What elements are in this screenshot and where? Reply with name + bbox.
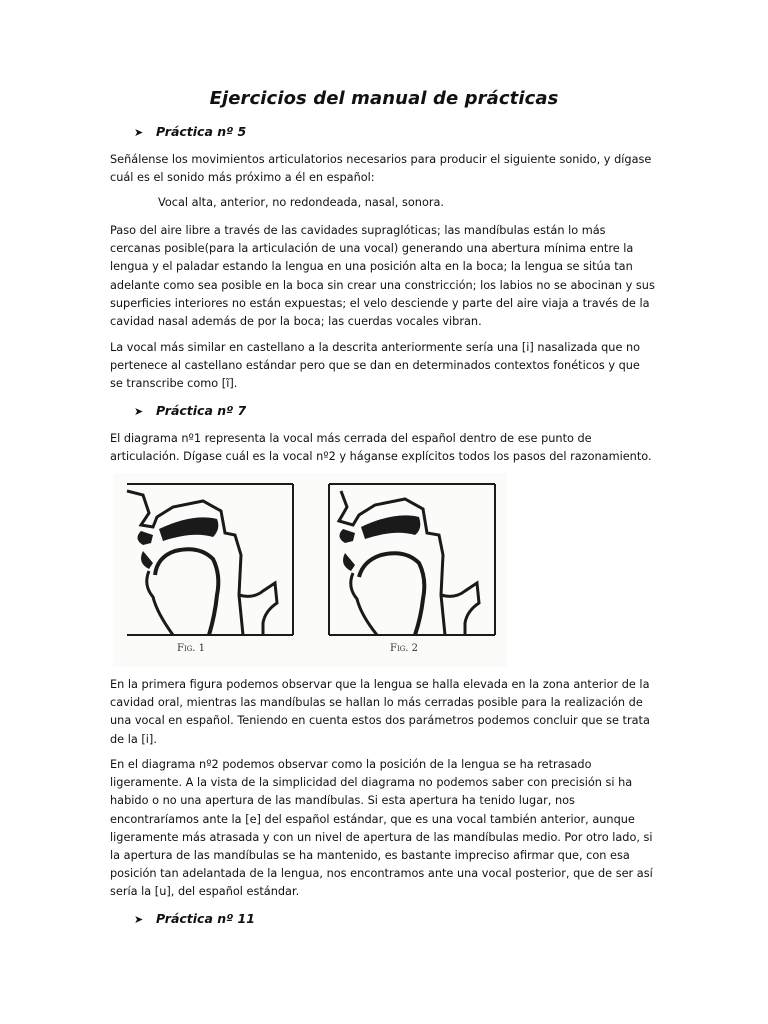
text-line: Paso del aire libre a través de las cavidades supraglóticas; las mandíbulas están lo más [110, 224, 606, 237]
text-line: articulación. Dígase cuál es la vocal nº2 y háganse explícitos todos los pasos del razonamiento. [110, 450, 652, 464]
text-line: ligeramente más atrasada y con un nivel de apertura de las mandíbulas medio. Por otro lado, si [110, 830, 653, 844]
text-line: Señálense los movimientos articulatorios necesarios para producir el siguiente sonido, y dígase [110, 153, 652, 166]
fig2-caption: Fig. 2 [390, 643, 419, 654]
text-line: ligeramente. A la vista de la simplicidad del diagrama no podemos saber con precisión si ha [110, 776, 633, 790]
paragraph-p5-answer-2 [110, 339, 670, 394]
text-line: cuál es el sonido más próximo a él en español: [110, 171, 375, 185]
text-line: la apertura de las mandíbulas se ha mantenido, es bastante impreciso afirmar que, con esa [110, 849, 630, 863]
text-line: sería la [u], del español estándar. [110, 885, 300, 899]
text-line: una vocal en español. Teniendo en cuenta estos dos parámetros podemos concluir que se trata [110, 714, 650, 728]
paragraph-p7-answer-2 [110, 756, 670, 902]
text-line: lengua y el paladar estando la lengua en una posición alta en la boca; la lengua se sitúa tan [110, 260, 633, 274]
text-line: La vocal más similar en castellano a la descrita anteriormente sería una [i] nasalizada que no [110, 341, 641, 354]
text-line: cavidad nasal además de por la boca; las cuerdas vocales vibran. [110, 315, 482, 329]
text-line: En el diagrama nº2 podemos observar como la posición de la lengua se ha retrasado [110, 758, 592, 771]
paragraph-p7-answer-1 [110, 676, 670, 749]
text-line: habido o no una apertura de las mandíbulas. Si esta apertura ha tenido lugar, nos [110, 794, 575, 808]
text-line: cercanas posible(para la articulación de una vocal) generando una abertura mínima entre la [110, 242, 634, 256]
text-line: superficies interiores no están expuestas; el velo desciende y parte del aire viaja a través de la [110, 296, 650, 310]
arrow-bullet-icon: ➤ [134, 126, 144, 139]
fig1-caption: Fig. 1 [177, 643, 206, 654]
paragraph-p5-intro [110, 151, 670, 187]
arrow-bullet-icon: ➤ [134, 405, 144, 418]
text-line: El diagrama nº1 representa la vocal más cerrada del español dentro de ese punto de [110, 432, 592, 445]
section-heading-label: Práctica nº 7 [156, 403, 247, 418]
text-line: cavidad oral, mientras las mandíbulas se hallan lo más cerradas posible para la realización de [110, 696, 643, 710]
page-title: Ejercicios del manual de prácticas [209, 88, 559, 109]
vocal-tract-svg [113, 473, 507, 667]
section-heading-label: Práctica nº 5 [156, 124, 247, 139]
paragraph-p5-answer-1 [110, 222, 670, 331]
section-heading-practica-7 [134, 403, 246, 418]
arrow-bullet-icon: ➤ [134, 913, 144, 926]
section-heading-label: Práctica nº 11 [156, 911, 255, 926]
paragraph-p7-intro [110, 430, 670, 466]
paragraph-p5-sound: Vocal alta, anterior, no redondeada, nasal, sonora. [158, 196, 445, 209]
fig2-diagram [329, 484, 495, 635]
text-line: adelante como sea posible en la boca sin crear una constricción; los labios no se abocinan y sus [110, 278, 655, 292]
section-heading-practica-5 [134, 124, 246, 139]
fig1-diagram [127, 484, 293, 635]
text-line: se transcribe como [ĩ]. [110, 377, 238, 391]
vocal-tract-figures [113, 473, 507, 667]
text-line: encontraríamos ante la [e] del español estándar, que es una vocal también anterior, aunque [110, 812, 635, 826]
text-line: En la primera figura podemos observar que la lengua se halla elevada en la zona anterior de la [110, 678, 650, 691]
text-line: de la [i]. [110, 732, 157, 746]
section-heading-practica-11 [134, 911, 255, 926]
text-line: posición tan adelantada de la lengua, nos encontramos ante una vocal posterior, que de ser así [110, 867, 653, 881]
text-line: pertenece al castellano estándar pero que se dan en determinados contextos fonéticos y que [110, 359, 640, 373]
